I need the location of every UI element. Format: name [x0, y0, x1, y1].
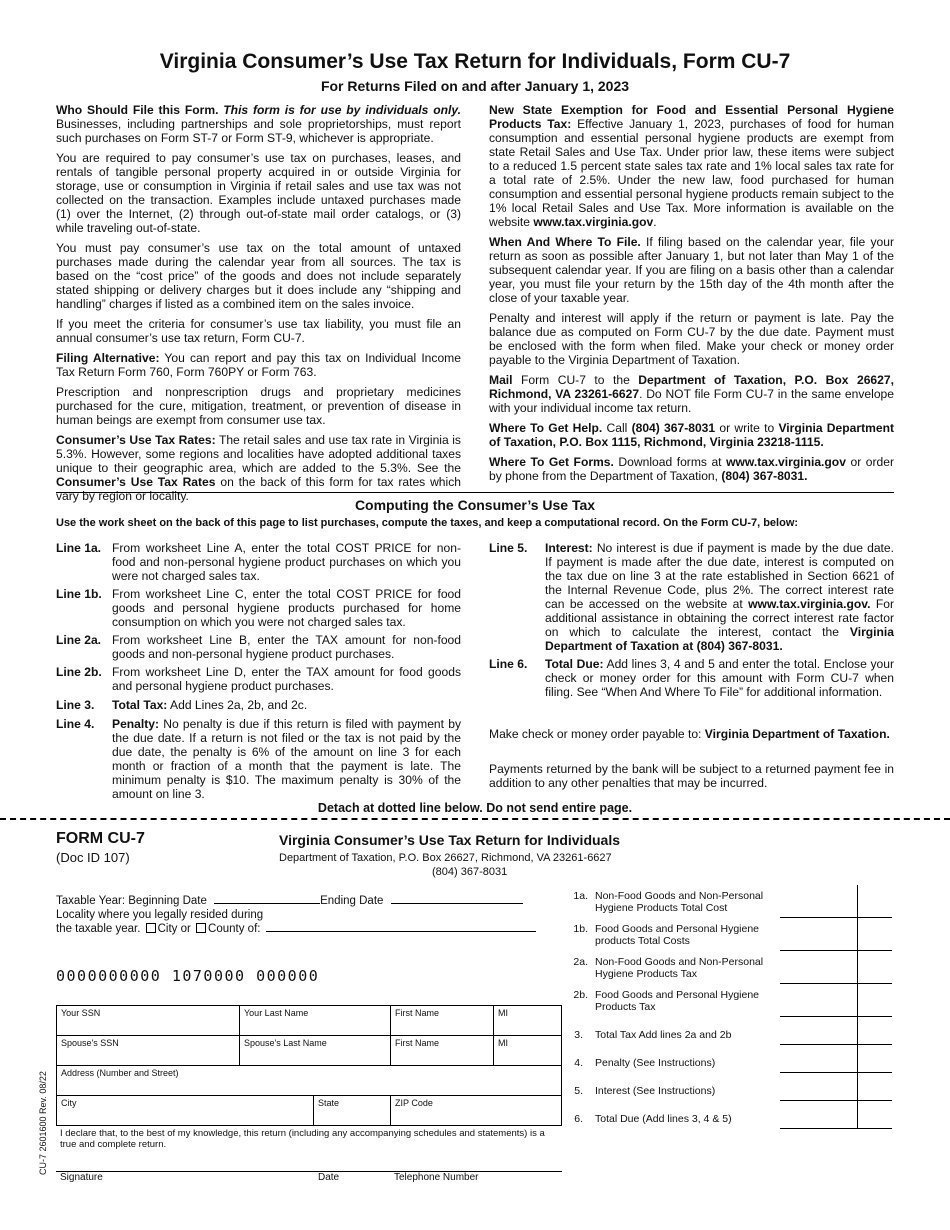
- line-2b-label: Line 2b.: [56, 665, 102, 679]
- amount-2b-field[interactable]: [780, 1016, 892, 1017]
- locality-label-2: the taxable year.: [56, 923, 141, 935]
- form-line-2a-num: 2a.: [573, 956, 588, 968]
- date-label: Date: [318, 1172, 340, 1183]
- page-subtitle: For Returns Filed on and after January 1, 2023: [320, 78, 630, 94]
- must-pay-paragraph: You must pay consumer’s use tax on the total amount of untaxed purchases made during the calendar year from all sources. The tax is based on the “cost price” of the goods and does not include separately stated shipping or delivery charges but it does include any “shipping and handling” charges if listed as a combined item on the sales invoice.: [56, 241, 461, 311]
- taxable-year-row: [56, 895, 523, 907]
- line-2a-label: Line 2a.: [56, 633, 102, 647]
- forms-heading: Where To Get Forms.: [489, 455, 614, 469]
- filing-text: You can report and pay this tax on Individual Income Tax Return Form 760, Form 760PY or Form 763.: [56, 351, 461, 379]
- detach-dashed-line: [0, 818, 950, 820]
- line-3-label: Line 3.: [56, 698, 95, 712]
- line-3-head: Total Tax:: [112, 698, 168, 712]
- form-line-5-num: 5.: [574, 1085, 583, 1097]
- mi-field[interactable]: [493, 1005, 562, 1036]
- ending-date-field[interactable]: [391, 903, 523, 904]
- line-1a-text: From worksheet Line A, enter the total COST PRICE for non-food and non-personal hygiene product purchases on which you were not charged sales tax.: [112, 541, 461, 583]
- cents-divider: [857, 885, 858, 1129]
- form-dept-phone: (804) 367-8031: [432, 866, 508, 878]
- line-5-text: No interest is due if payment is made by the due date. If payment is made after the due date, interest is computed on the tax due on line 3 at the rate established in Section 6621 of the Internal Revenue Code, plus 2%. The correct interest rate can be accessed on the website at: [545, 541, 894, 611]
- spouse-ssn-field[interactable]: [56, 1035, 240, 1066]
- revision-code: CU-7 2601600 Rev. 08/22: [38, 1071, 48, 1175]
- amount-4-field[interactable]: [780, 1072, 892, 1073]
- line-4-head: Penalty:: [112, 717, 160, 731]
- form-line-5-text: Interest (See Instructions): [595, 1085, 716, 1097]
- spouse-first-name-label: First Name: [395, 1038, 440, 1048]
- form-line-3-num: 3.: [574, 1029, 583, 1041]
- first-name-field[interactable]: [390, 1005, 494, 1036]
- doc-id: (Doc ID 107): [56, 850, 130, 865]
- mail-heading: Mail: [489, 373, 513, 387]
- left-column: [56, 103, 461, 509]
- line-5-contact: Virginia Department of Taxation at (804) 367-8031.: [545, 625, 894, 653]
- form-line-4-num: 4.: [574, 1057, 583, 1069]
- state-field[interactable]: [313, 1095, 391, 1126]
- form-line-6-text: Total Due (Add lines 3, 4 & 5): [595, 1113, 732, 1125]
- filing-heading: Filing Alternative:: [56, 351, 160, 365]
- form-line-1a-num: 1a.: [573, 890, 588, 902]
- help-heading: Where To Get Help.: [489, 421, 603, 435]
- state-label: State: [318, 1098, 340, 1108]
- address-label: Address (Number and Street): [61, 1068, 179, 1078]
- help-text-2: or write to: [719, 421, 775, 435]
- your-ssn-field[interactable]: [56, 1005, 240, 1036]
- line-4-label: Line 4.: [56, 717, 95, 731]
- form-title: Virginia Consumer’s Use Tax Return for Individuals: [279, 832, 621, 848]
- line-2a-text: From worksheet Line B, enter the TAX amount for non-food goods and non-personal hygiene product purchases.: [112, 633, 461, 661]
- ending-date-label: Ending Date: [320, 895, 384, 907]
- rates-bold: Consumer’s Use Tax Rates: [56, 475, 216, 489]
- forms-text-2: or order by phone from the Department of Taxation,: [489, 455, 894, 483]
- rates-text-2: on the back of this form for tax rates which vary by region or locality.: [56, 475, 461, 503]
- penalty-paragraph: Penalty and interest will apply if the return or payment is late. Pay the balance due as computed on Form CU-7 by the due date. Payment must be enclosed with the form when filed. Make your check or money order payable to the Virginia Department of Taxation.: [489, 311, 894, 367]
- line-1a-label: Line 1a.: [56, 541, 102, 555]
- amount-5-field[interactable]: [780, 1100, 892, 1101]
- forms-text: Download forms at: [618, 455, 722, 469]
- help-text: Call: [606, 421, 628, 435]
- exempt-heading: New State Exemption for Food and Essential Personal Hygiene Products Tax:: [489, 103, 894, 131]
- signature-label: Signature: [60, 1172, 103, 1183]
- mi-label: MI: [498, 1008, 508, 1018]
- forms-website-link[interactable]: www.tax.virginia.gov: [726, 455, 846, 469]
- your-last-name-label: Your Last Name: [244, 1008, 309, 1018]
- line-3-text: Add Lines 2a, 2b, and 2c.: [170, 698, 308, 712]
- amount-6-field[interactable]: [780, 1128, 892, 1129]
- forms-phone: (804) 367-8031.: [721, 469, 808, 483]
- form-line-2a-text: Non-Food Goods and Non-Personal Hygiene Products Tax: [595, 956, 764, 980]
- form-line-2b-text: Food Goods and Personal Hygiene Products Tax: [595, 989, 760, 1013]
- spouse-first-name-field[interactable]: [390, 1035, 494, 1066]
- line-1b-text: From worksheet Line C, enter the total COST PRICE for food goods and personal hygiene products purchased for home consumption on which you were not charged sales tax.: [112, 587, 461, 629]
- locality-label: Locality where you legally resided during: [56, 909, 264, 921]
- county-checkbox[interactable]: [196, 923, 206, 933]
- first-name-label: First Name: [395, 1008, 440, 1018]
- amount-1a-field[interactable]: [780, 917, 892, 918]
- mail-text-2: . Do NOT file Form CU-7 in the same envelope with your individual income tax return.: [489, 387, 894, 415]
- spouse-mi-label: MI: [498, 1038, 508, 1048]
- form-line-1a-text: Non-Food Goods and Non-Personal Hygiene Products Total Cost: [595, 890, 764, 914]
- line-5-website-link[interactable]: www.tax.virginia.gov.: [748, 597, 871, 611]
- form-line-4-text: Penalty (See Instructions): [595, 1057, 716, 1069]
- required-paragraph: You are required to pay consumer’s use tax on purchases, leases, and rentals of tangible personal property acquired in or outside Virginia for storage, use or consumption in Virginia if retail sales and use tax was not collected on the transaction. Examples include untaxed purchases made (1) over the Internet, (2) through out-of-state mail order catalogs, or (3) while traveling out-of-state.: [56, 151, 461, 235]
- zip-field[interactable]: [390, 1095, 562, 1126]
- line-4-text: No penalty is due if this return is filed with payment by the due date. If a return is not filed or the tax is not paid by the due date, the penalty is 6% of the amount on line 3 for each month or fraction of a month that the payment is late. The minimum penalty is $10. The maximum penalty is 30% of the amount on line 3.: [112, 717, 461, 801]
- city-or-label: City or: [157, 923, 191, 935]
- line-5-instruction: [489, 541, 894, 653]
- payable-note: [489, 727, 894, 741]
- when-heading: When And Where To File.: [489, 235, 641, 249]
- amount-3-field[interactable]: [780, 1044, 892, 1045]
- form-dept-address: Department of Taxation, P.O. Box 26627, Richmond, VA 23261-6627: [279, 852, 612, 864]
- line-3-instruction: [56, 698, 461, 714]
- who-heading: Who Should File this Form.: [56, 103, 219, 117]
- line-1b-instruction: [56, 587, 461, 631]
- when-text: If filing based on the calendar year, file your return as soon as possible after January 1, but not later than May 1 of the subsequent calendar year. If you are filing on a basis other than a calendar year, you must file your return by the 15th day of the 4th month after the close of your taxable year.: [489, 235, 894, 305]
- section-divider: [56, 492, 894, 493]
- beginning-date-field[interactable]: [214, 903, 320, 904]
- criteria-paragraph: If you meet the criteria for consumer’s use tax liability, you must file an annual consumer’s use tax return, Form CU-7.: [56, 317, 461, 345]
- drugs-paragraph: Prescription and nonprescription drugs and proprietary medicines purchased for the cure, mitigation, treatment, or prevention of disease in human beings are exempt from consumer use tax.: [56, 385, 461, 427]
- your-ssn-label: Your SSN: [61, 1008, 101, 1018]
- computing-title: Computing the Consumer’s Use Tax: [354, 497, 596, 513]
- form-line-6-num: 6.: [574, 1113, 583, 1125]
- line-1b-label: Line 1b.: [56, 587, 102, 601]
- help-address: Virginia Department of Taxation, P.O. Box 1115, Richmond, Virginia 23218-1115.: [489, 421, 894, 449]
- signature-line[interactable]: [56, 1171, 562, 1172]
- form-line-2b-num: 2b.: [573, 989, 588, 1001]
- spouse-last-name-label: Spouse's Last Name: [244, 1038, 327, 1048]
- payable-bold: Virginia Department of Taxation.: [704, 727, 890, 741]
- line-2b-instruction: [56, 665, 461, 695]
- page-title: Virginia Consumer’s Use Tax Return for Individuals, Form CU-7: [159, 50, 791, 73]
- locality-row: [56, 923, 536, 935]
- exempt-website-link[interactable]: www.tax.virginia.gov: [533, 215, 654, 229]
- city-checkbox[interactable]: [146, 923, 156, 933]
- line-6-head: Total Due:: [545, 657, 604, 671]
- amount-column: [780, 885, 892, 1129]
- returned-payment-note: Payments returned by the bank will be subject to a returned payment fee in addition to any other penalties that may be incurred.: [489, 762, 894, 790]
- line-6-text: Add lines 3, 4 and 5 and enter the total. Enclose your check or money order for this amount with Form CU-7 when filing. See “When And Where To File” for additional information.: [545, 657, 894, 699]
- county-of-label: County of:: [208, 923, 261, 935]
- mail-text: Form CU-7 to the: [521, 373, 630, 387]
- beginning-date-label: Taxable Year: Beginning Date: [56, 895, 207, 907]
- locality-field[interactable]: [266, 931, 536, 932]
- detach-note: Detach at dotted line below. Do not send entire page.: [317, 801, 633, 815]
- declaration-text: I declare that, to the best of my knowledge, this return (including any accompanying schedules and statements) is a true and complete return.: [60, 1128, 545, 1150]
- line-4-instruction: [56, 717, 461, 803]
- spouse-mi-field[interactable]: [493, 1035, 562, 1066]
- rates-heading: Consumer’s Use Tax Rates:: [56, 433, 216, 447]
- line-2a-instruction: [56, 633, 461, 663]
- city-field[interactable]: [56, 1095, 314, 1126]
- amount-1b-field[interactable]: [780, 950, 892, 951]
- address-field[interactable]: [56, 1065, 562, 1096]
- help-phone: (804) 367-8031: [631, 421, 716, 435]
- line-5-label: Line 5.: [489, 541, 528, 555]
- line-6-label: Line 6.: [489, 657, 528, 671]
- rates-text: The retail sales and use tax rate in Virginia is 5.3%. However, some regions and localities have adopted additional taxes unique to their geographic area, which are added to the 5.3%. See the: [56, 433, 461, 475]
- city-label: City: [61, 1098, 77, 1108]
- form-line-1b-text: Food Goods and Personal Hygiene products Total Costs: [595, 923, 760, 947]
- scanline: 0000000000 1070000 000000: [56, 967, 320, 985]
- line-2b-text: From worksheet Line D, enter the TAX amount for food goods and personal hygiene product purchases.: [112, 665, 461, 693]
- computing-subtitle: Use the work sheet on the back of this page to list purchases, compute the taxes, and keep a computational record. On the Form CU-7, below:: [56, 517, 799, 529]
- payable-text: Make check or money order payable to:: [489, 727, 702, 741]
- line-5-text-2: For additional assistance in obtaining the correct interest rate factor on which to calculate the interest, contact the: [545, 597, 894, 639]
- mail-address: Department of Taxation, P.O. Box 26627, Richmond, VA 23261-6627: [489, 373, 894, 401]
- zip-label: ZIP Code: [395, 1098, 433, 1108]
- line-5-head: Interest:: [545, 541, 593, 555]
- exempt-text: Effective January 1, 2023, purchases of food for human consumption and essential personal hygiene products are exempt from state Retail Sales and Use Tax. Under prior law, these items were subject to a reduced 1.5 percent state sales tax rate and 1% local sales tax rate for a total rate of 2.5%. Under the new law, food purchased for human consumption and essential personal hygiene products remain subject to the 1% local Retail Sales and Use Tax. More information is available on the website: [489, 117, 894, 229]
- spouse-last-name-field[interactable]: [239, 1035, 391, 1066]
- line-6-instruction: [489, 657, 894, 715]
- right-column: New State Exemption for Food and Essential Personal Hygiene Products Tax: Effective January 1, 2023, purchases of food for human consumption and essential personal hygiene products are exempt from state Retail Sales and Use Tax. Under prior law, these items were subject to a reduced 1.5 percent state sales tax rate and 1% local sales tax rate for a total rate of 2.5%. Under the new law, food purchased for human consumption and essential personal hygiene products remain subject to the 1% local Retail Sales and Use Tax. More information is available on the website www.tax.virginia.gov. When And Where To File. If filing based on the calendar year, file your return as soon as possible after January 1, but not later than May 1 of the subsequent calendar year. If you are filing on a basis other than a calendar year, you must file your return by the 15th day of the 4th month after the close of your taxable year. Penalty and interest will apply if the return or payment is late. Pay the balance due as computed on Form CU-7 by the due date. Payment must be enclosed with the form when filed. Make your check or money order payable to the Virginia Department of Taxation. Mail Form CU-7 to the Department of Taxation, P.O. Box 26627, Richmond, VA 23261-6627. Do NOT file Form CU-7 in the same envelope with your individual income tax return. Where To Get Help. Call (804) 367-8031 or write to Virginia Department of Taxation, P.O. Box 1115, Richmond, Virginia 23218-1115. Where To Get Forms. Download forms at www.tax.virginia.gov or order by phone from the Department of Taxation, (804) 367-8031.: [489, 103, 894, 483]
- form-line-3-text: Total Tax Add lines 2a and 2b: [595, 1029, 732, 1041]
- amount-2a-field[interactable]: [780, 983, 892, 984]
- who-italic: This form is for use by individuals only.: [223, 103, 461, 117]
- line-1a-instruction: [56, 541, 461, 585]
- your-last-name-field[interactable]: [239, 1005, 391, 1036]
- form-line-1b-num: 1b.: [573, 923, 588, 935]
- who-text: Businesses, including partnerships and sole proprietorships, must report such purchases on Form ST-7 or Form ST-9, whichever is appropriate.: [56, 117, 461, 145]
- form-id: FORM CU-7: [56, 830, 145, 847]
- spouse-ssn-label: Spouse's SSN: [61, 1038, 119, 1048]
- telephone-label: Telephone Number: [394, 1172, 479, 1183]
